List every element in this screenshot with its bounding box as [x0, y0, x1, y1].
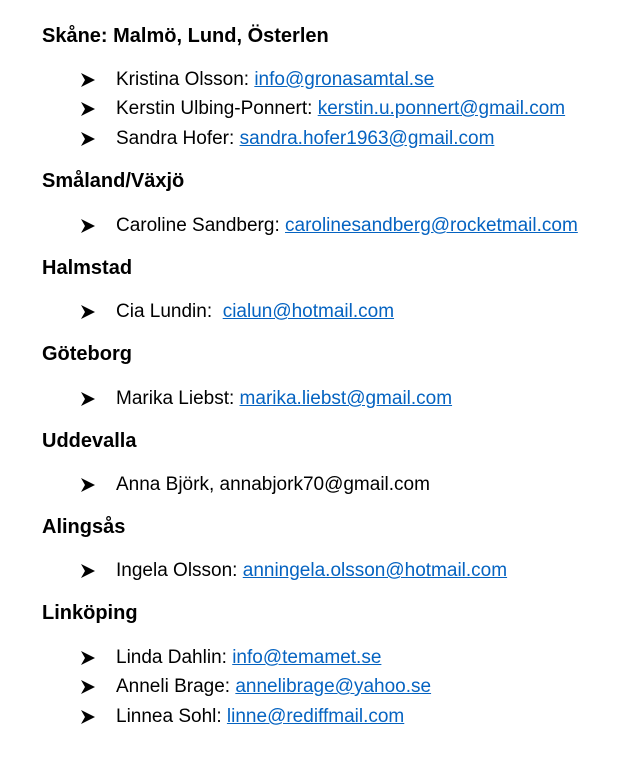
contact-email-link[interactable]: anningela.olsson@hotmail.com [242, 560, 508, 581]
contact-name: Caroline Sandberg: [116, 215, 285, 236]
section-heading-goteborg: Göteborg [42, 343, 132, 365]
section-heading-halmstad: Halmstad [42, 257, 133, 279]
contact-email-link[interactable]: marika.liebst@gmail.com [239, 388, 453, 409]
arrow-bullet-icon [80, 213, 96, 239]
contact-name: Kerstin Ulbing-Ponnert: [116, 98, 318, 119]
contact-email-link[interactable]: cialun@hotmail.com [222, 301, 395, 322]
contact-email-link[interactable]: info@gronasamtal.se [254, 69, 435, 90]
contact-email-link[interactable]: annelibrage@yahoo.se [235, 676, 432, 697]
contact-name: Marika Liebst: [116, 388, 240, 409]
arrow-bullet-icon [80, 704, 96, 730]
section-heading-alingsas: Alingsås [42, 516, 126, 538]
section-heading-smaland: Småland/Växjö [42, 170, 185, 192]
section-heading-uddevalla: Uddevalla [42, 430, 137, 452]
contact-name: Linda Dahlin: [116, 647, 233, 668]
contact-name: Cia Lundin: [116, 301, 223, 322]
arrow-bullet-icon [80, 96, 96, 122]
contact-name: Kristina Olsson: [116, 69, 255, 90]
contact-email-link[interactable]: linne@rediffmail.com [226, 706, 405, 727]
arrow-bullet-icon [80, 674, 96, 700]
contact-name: Sandra Hofer: [116, 128, 240, 149]
arrow-bullet-icon [80, 299, 96, 325]
contact-email-link[interactable]: kerstin.u.ponnert@gmail.com [317, 98, 566, 119]
arrow-bullet-icon [80, 126, 96, 152]
section-heading-skane: Skåne: Malmö, Lund, Österlen [42, 25, 329, 47]
contact-email-link[interactable]: info@temamet.se [232, 647, 382, 668]
arrow-bullet-icon [80, 558, 96, 584]
arrow-bullet-icon [80, 645, 96, 671]
arrow-bullet-icon [80, 386, 96, 412]
contact-name: Ingela Olsson: [116, 560, 243, 581]
arrow-bullet-icon [80, 67, 96, 93]
contact-email-link[interactable]: sandra.hofer1963@gmail.com [239, 128, 495, 149]
contact-email-link[interactable]: carolinesandberg@rocketmail.com [285, 215, 578, 236]
contact-name: Anneli Brage: [116, 676, 236, 697]
arrow-bullet-icon [80, 472, 96, 498]
contact-text: Anna Björk, annabjork70@gmail.com [116, 474, 430, 495]
contact-name: Linnea Sohl: [116, 706, 227, 727]
section-heading-linkoping: Linköping [42, 602, 138, 624]
